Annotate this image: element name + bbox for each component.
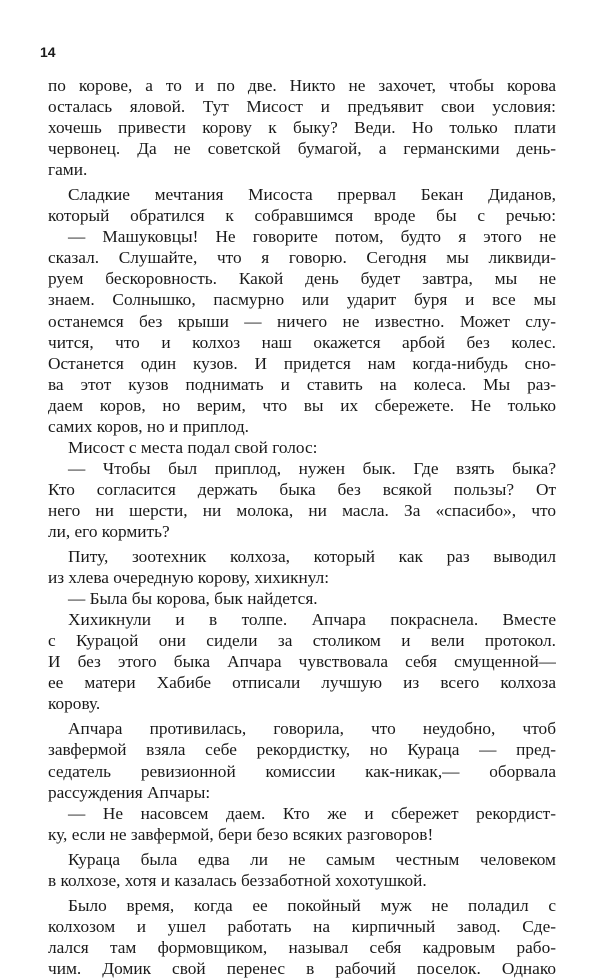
text-line: осталась яловой. Тут Мисост и предъявит свои условия: xyxy=(48,97,556,117)
page-number: 14 xyxy=(40,44,56,60)
text-line: — Чтобы был приплод, нужен бык. Где взять быка? xyxy=(68,458,556,478)
text-line: завфермой взяла себе рекордистку, но Кураца — пред- xyxy=(48,740,556,760)
text-line: Апчара противилась, говорила, что неудобно, чтоб xyxy=(68,719,556,739)
text-line: который обратился к собравшимся вроде бы с речью: xyxy=(48,206,556,226)
text-line: знаем. Солнышко, пасмурно или ударит буря и все мы xyxy=(48,290,556,310)
text-line: Было время, когда ее покойный муж не поладил с xyxy=(68,895,556,915)
text-line: руем бескоровность. Какой день будет завтра, мы не xyxy=(48,269,556,289)
text-line: по корове, а то и по две. Никто не захочет, чтобы корова xyxy=(48,76,556,95)
text-line: Мисост с места подал свой голос: xyxy=(68,437,318,457)
text-line: ли, его кормить? xyxy=(48,521,170,541)
text-line: из хлева очередную корову, хихикнул: xyxy=(48,568,330,588)
text-line: Кто согласится держать быка без всякой пользы? От xyxy=(48,479,556,499)
page-text xyxy=(48,75,556,979)
text-line: ее матери Хабибе отписали лучшую из всего колхоза xyxy=(48,673,556,693)
text-line: рассуждения Апчары: xyxy=(48,782,211,802)
text-line: в колхозе, хотя и казалась беззаботной хохотушкой. xyxy=(48,870,427,890)
text-line: с Курацой они сидели за столиком и вели протокол. xyxy=(48,631,556,651)
text-line: седатель ревизионной комиссии как-никак,— оборвала xyxy=(48,761,556,781)
text-line: Останется один кузов. И придется нам когда-нибудь сно- xyxy=(48,353,556,373)
text-line: — Не насовсем даем. Кто же и сбережет рекордист- xyxy=(68,803,556,823)
text-line: чится, что и колхоз наш окажется арбой без колес. xyxy=(48,332,556,352)
text-line: сказал. Слушайте, что я говорю. Сегодня мы ликвиди- xyxy=(48,248,556,268)
text-line: Сладкие мечтания Мисоста прервал Бекан Диданов, xyxy=(68,185,556,205)
text-line: ва этот кузов поднимать и ставить на колеса. Мы раз- xyxy=(48,374,556,394)
text-line: корову. xyxy=(48,694,101,714)
text-line: останемся без крыши — ничего не известно. Может слу- xyxy=(48,311,556,331)
text-line: Питу, зоотехник колхоза, который как раз выводил xyxy=(68,547,556,567)
text-line: лался там формовщиком, называл себя кадровым рабо- xyxy=(48,937,556,957)
text-line: Хихикнули и в толпе. Апчара покраснела. Вместе xyxy=(68,610,556,630)
text-line: даем коров, но верим, что вы их сбережете. Не только xyxy=(48,395,556,415)
text-line: чим. Домик свой перенес в рабочий поселок. Однако xyxy=(48,958,556,978)
text-line: хочешь привести корову к быку? Веди. Но только плати xyxy=(48,118,556,138)
text-line: И без этого быка Апчара чувствовала себя смущенной— xyxy=(48,652,556,672)
text-line: колхозом и ушел работать на кирпичный завод. Сде- xyxy=(48,916,556,936)
text-line: ку, если не завфермой, бери безо всяких разговоров! xyxy=(48,824,434,844)
text-line: него ни шерсти, ни молока, ни масла. За «спасибо», что xyxy=(48,500,556,520)
text-line: червонец. Да не советской бумагой, а германскими день- xyxy=(48,139,556,159)
text-line: гами. xyxy=(48,160,88,180)
text-line: самих коров, но и приплод. xyxy=(48,416,249,436)
text-line: — Машуковцы! Не говорите потом, будто я этого не xyxy=(68,227,556,247)
text-line: — Была бы корова, бык найдется. xyxy=(68,589,318,609)
text-line: Кураца была едва ли не самым честным человеком xyxy=(68,849,556,869)
